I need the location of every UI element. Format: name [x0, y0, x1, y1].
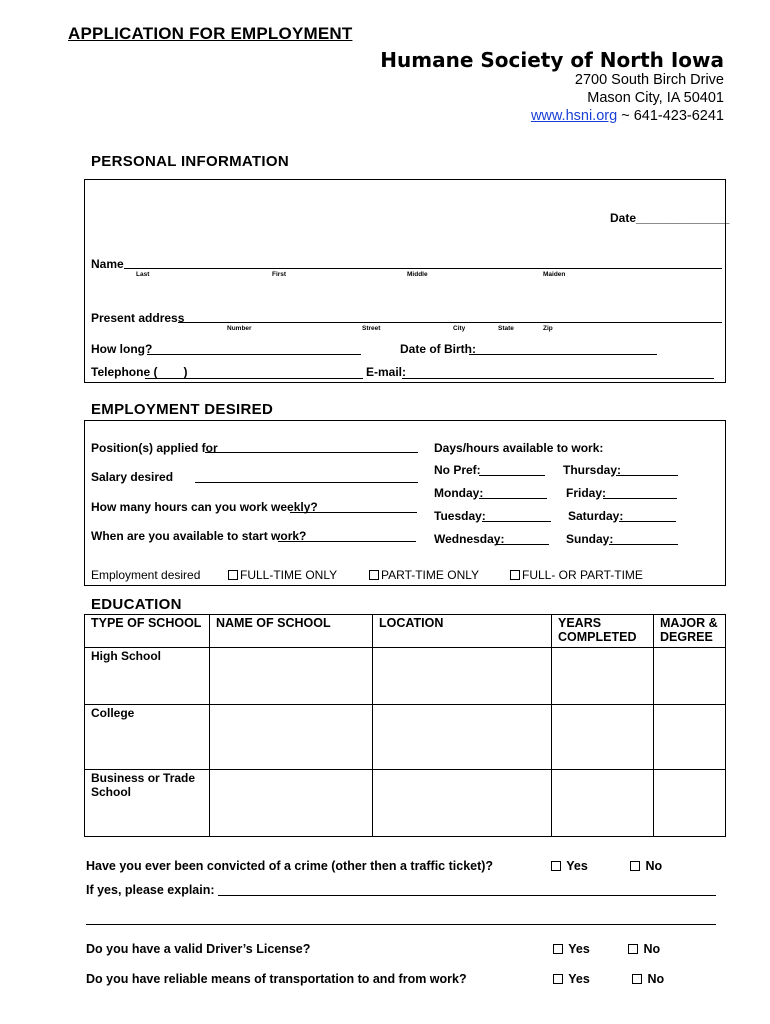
table-cell[interactable] [552, 705, 654, 770]
checkbox-icon[interactable] [628, 944, 638, 954]
date-field[interactable]: Date______________ [610, 211, 730, 225]
col-type-of-school: TYPE OF SCHOOL [85, 615, 210, 648]
day-saturday-label: Saturday: [568, 509, 624, 523]
name-label: Name [91, 257, 124, 271]
crime-yes-option[interactable]: Yes [551, 859, 588, 873]
email-field[interactable] [402, 378, 714, 379]
form-title: APPLICATION FOR EMPLOYMENT [68, 24, 353, 43]
dob-label: Date of Birth: [400, 342, 476, 356]
telephone-open: Telephone ( [91, 365, 158, 379]
day-nopref-label: No Pref: [434, 463, 481, 477]
explain-field[interactable] [218, 895, 716, 896]
salary-label: Salary desired [91, 470, 174, 484]
address-label: Present address [91, 311, 185, 325]
day-monday-label: Monday: [434, 486, 484, 500]
address-sub-number: Number [227, 325, 252, 332]
hours-label: How many hours can you work weekly? [91, 500, 318, 514]
col-name-of-school: NAME OF SCHOOL [210, 615, 373, 648]
day-sunday-field[interactable] [609, 544, 678, 545]
day-thursday-field[interactable] [616, 475, 678, 476]
education-heading: EDUCATION [91, 596, 182, 613]
day-friday-label: Friday: [566, 486, 607, 500]
table-cell[interactable] [210, 648, 373, 705]
checkbox-icon[interactable] [510, 570, 520, 580]
option-full-time[interactable]: FULL-TIME ONLY [228, 568, 337, 582]
day-tuesday-field[interactable] [482, 521, 551, 522]
dob-field[interactable] [469, 354, 657, 355]
employment-type-label: Employment desired [91, 568, 201, 582]
address-sub-zip: Zip [543, 325, 553, 332]
transport-question: Do you have reliable means of transportation to and from work? [86, 972, 467, 986]
col-years-completed: YEARS COMPLETED [552, 615, 654, 648]
name-sub-maiden: Maiden [543, 271, 566, 278]
name-sub-middle: Middle [407, 271, 428, 278]
organization-name: Humane Society of North Iowa [380, 48, 724, 72]
checkbox-icon[interactable] [228, 570, 238, 580]
explain-field-line-2[interactable] [86, 924, 716, 925]
phone-number: ~ 641-423-6241 [617, 108, 724, 124]
col-major-degree: MAJOR & DEGREE [654, 615, 726, 648]
email-label: E-mail: [366, 365, 407, 379]
table-cell[interactable] [552, 648, 654, 705]
col-location: LOCATION [373, 615, 552, 648]
address-field[interactable] [178, 322, 722, 323]
row-business-trade-school: Business or Trade School [85, 770, 210, 837]
name-sub-first: First [272, 271, 287, 278]
checkbox-icon[interactable] [553, 974, 563, 984]
checkbox-icon[interactable] [632, 974, 642, 984]
table-cell[interactable] [210, 705, 373, 770]
education-table [84, 614, 726, 837]
employment-heading: EMPLOYMENT DESIRED [91, 401, 274, 418]
day-nopref-field[interactable] [479, 475, 545, 476]
contact-line [531, 108, 724, 124]
personal-info-heading: PERSONAL INFORMATION [91, 153, 289, 170]
hours-field[interactable] [290, 512, 417, 513]
table-cell[interactable] [210, 770, 373, 837]
start-field[interactable] [278, 541, 416, 542]
row-college: College [85, 705, 210, 770]
name-sub-last: Last [136, 271, 150, 278]
checkbox-icon[interactable] [551, 861, 561, 871]
telephone-close: ) [183, 365, 188, 379]
license-question: Do you have a valid Driver’s License? [86, 942, 311, 956]
day-thursday-label: Thursday: [563, 463, 622, 477]
table-row [85, 770, 726, 837]
how-long-field[interactable] [147, 354, 361, 355]
address-sub-state: State [498, 325, 514, 332]
position-field[interactable] [205, 452, 418, 453]
table-row [85, 705, 726, 770]
checkbox-icon[interactable] [369, 570, 379, 580]
crime-question: Have you ever been convicted of a crime (other then a traffic ticket)? [86, 859, 494, 873]
transport-no-option[interactable]: No [632, 972, 664, 986]
telephone-field[interactable] [145, 378, 363, 379]
day-saturday-field[interactable] [619, 521, 676, 522]
license-yes-option[interactable]: Yes [553, 942, 590, 956]
crime-no-option[interactable]: No [630, 859, 662, 873]
table-cell[interactable] [373, 648, 552, 705]
explain-label: If yes, please explain: [86, 883, 215, 897]
checkbox-icon[interactable] [553, 944, 563, 954]
salary-field[interactable] [195, 482, 418, 483]
table-cell[interactable] [654, 770, 726, 837]
days-label: Days/hours available to work: [434, 441, 604, 455]
row-high-school: High School [85, 648, 210, 705]
address-sub-city: City [453, 325, 466, 332]
checkbox-icon[interactable] [630, 861, 640, 871]
day-sunday-label: Sunday: [566, 532, 614, 546]
table-row [85, 648, 726, 705]
address-line-2: Mason City, IA 50401 [587, 90, 724, 106]
day-wednesday-field[interactable] [497, 544, 549, 545]
table-cell[interactable] [373, 705, 552, 770]
name-field[interactable] [124, 268, 722, 269]
position-label: Position(s) applied for [91, 441, 218, 455]
website-link[interactable]: www.hsni.org [530, 108, 618, 124]
license-no-option[interactable]: No [628, 942, 660, 956]
option-full-or-part-time[interactable]: FULL- OR PART-TIME [510, 568, 643, 582]
day-tuesday-label: Tuesday: [434, 509, 486, 523]
address-line-1: 2700 South Birch Drive [574, 72, 724, 88]
option-part-time[interactable]: PART-TIME ONLY [369, 568, 479, 582]
telephone-label [91, 365, 187, 379]
table-cell[interactable] [373, 770, 552, 837]
how-long-label: How long? [91, 342, 153, 356]
address-sub-street: Street [362, 325, 381, 332]
table-cell[interactable] [654, 705, 726, 770]
day-friday-field[interactable] [603, 498, 677, 499]
transport-yes-option[interactable]: Yes [553, 972, 590, 986]
day-wednesday-label: Wednesday: [434, 532, 505, 546]
table-cell[interactable] [552, 770, 654, 837]
day-monday-field[interactable] [479, 498, 547, 499]
start-label: When are you available to start work? [91, 529, 307, 543]
table-cell[interactable] [654, 648, 726, 705]
table-header-row [85, 615, 726, 648]
